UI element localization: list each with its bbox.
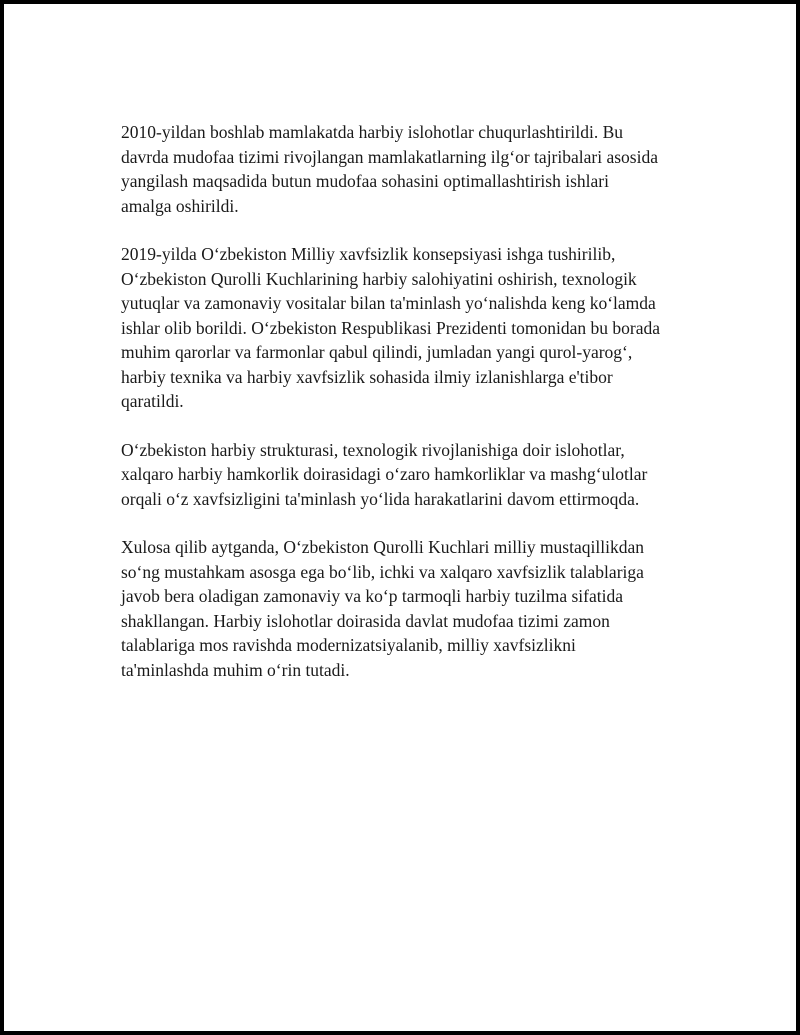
text-line: shakllangan. Harbiy islohotlar doirasida davlat mudofaa tizimi zamon [121,610,610,631]
text-line: javob bera oladigan zamonaviy va ko‘p tarmoqli harbiy tuzilma sifatida [121,586,623,606]
paragraph-2 [121,242,693,414]
text-line: muhim qarorlar va farmonlar qabul qilindi, jumladan yangi qurol-yarog‘, [121,342,633,362]
text-line: O‘zbekiston Qurolli Kuchlarining harbiy salohiyatini oshirish, texnologik [121,268,637,289]
text-line: orqali o‘z xavfsizligini ta'minlash yo‘lida harakatlarini davom ettirmoqda. [121,488,640,509]
text-line: so‘ng mustahkam asosga ega bo‘lib, ichki va xalqaro xavfsizlik talablariga [121,561,644,582]
document-body [121,120,693,706]
paragraph-4 [121,535,693,682]
text-line: amalga oshirildi. [121,195,239,216]
text-line: yutuqlar va zamonaviy vositalar bilan ta'minlash yo‘nalishda keng ko‘lamda [121,293,656,313]
text-line: harbiy texnika va harbiy xavfsizlik sohasida ilmiy izlanishlarga e'tibor [121,366,613,387]
text-line: talablariga mos ravishda modernizatsiyalanib, milliy xavfsizlikni [121,635,576,655]
text-line: O‘zbekiston harbiy strukturasi, texnologik rivojlanishiga doir islohotlar, [121,439,625,460]
text-line: yangilash maqsadida butun mudofaa sohasini optimallashtirish ishlari [121,171,609,191]
text-line: ta'minlashda muhim o‘rin tutadi. [121,659,350,680]
text-line: ishlar olib borildi. O‘zbekiston Respublikasi Prezidenti tomonidan bu borada [121,317,661,338]
text-line: 2010-yildan boshlab mamlakatda harbiy islohotlar chuqurlashtirildi. Bu [121,122,624,142]
text-line: davrda mudofaa tizimi rivojlangan mamlakatlarning ilg‘or tajribalari asosida [121,146,658,167]
paragraph-1 [121,120,693,218]
text-line: qaratildi. [121,391,184,411]
text-line: Xulosa qilib aytganda, O‘zbekiston Qurolli Kuchlari milliy mustaqillikdan [121,537,644,557]
text-line: xalqaro harbiy hamkorlik doirasidagi o‘zaro hamkorliklar va mashg‘ulotlar [121,464,648,484]
paragraph-3 [121,438,693,512]
text-line: 2019-yilda O‘zbekiston Milliy xavfsizlik konsepsiyasi ishga tushirilib, [121,244,616,264]
